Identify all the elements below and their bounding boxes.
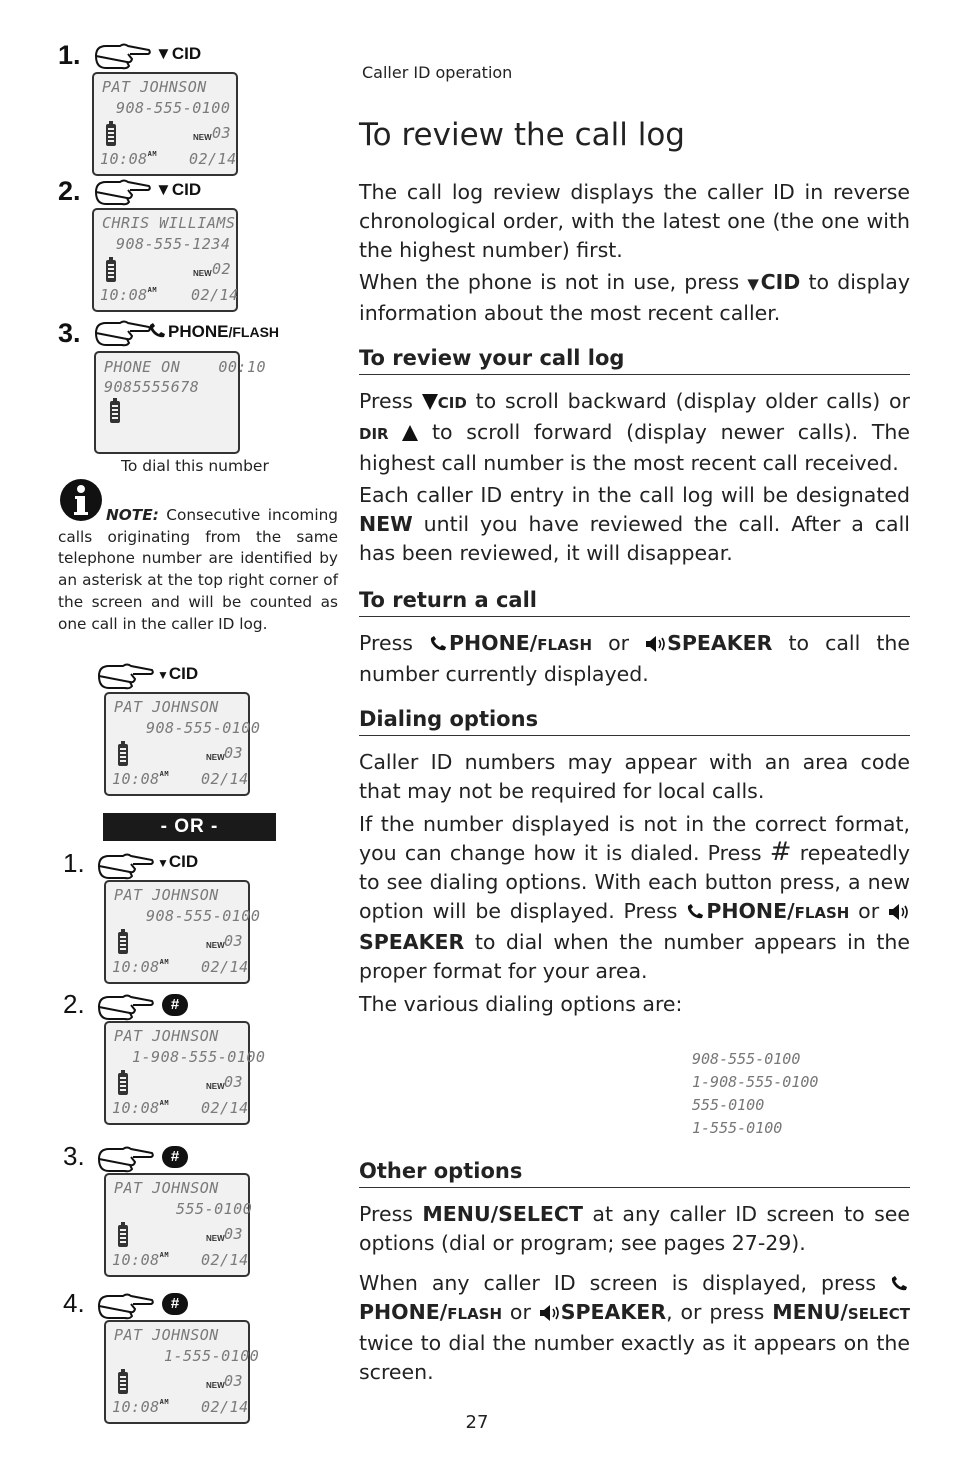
lcd-date: 02/14 bbox=[201, 1099, 249, 1117]
lcd-time: $10:08^{AM}$ bbox=[112, 770, 170, 788]
review-paragraph-1: Press CID to scroll backward (display older calls) or DIR to scroll forward (display newer calls). The highest call number is the most recent call received. bbox=[359, 389, 910, 475]
note-text: NOTE: Consecutive incoming calls originating from the same telephone number are identified by an asterisk at the top right corner of the screen and will be counted as one call in the caller ID log. bbox=[58, 506, 338, 633]
lcd-count: 03 bbox=[224, 744, 244, 762]
lcd-new-label: NEW bbox=[193, 269, 212, 278]
lcd-name: PAT JOHNSON bbox=[114, 886, 219, 904]
heading-return-call: To return a call bbox=[359, 588, 910, 617]
lcd-time: $10:08^{AM}$ bbox=[100, 150, 158, 168]
lcd-screen bbox=[104, 1173, 253, 1277]
speaker-icon bbox=[645, 635, 667, 653]
lcd-count: 02 bbox=[212, 260, 232, 278]
lcd-date: 02/14 bbox=[201, 1251, 249, 1269]
battery-icon bbox=[118, 932, 128, 954]
lcd-count: 03 bbox=[224, 1073, 244, 1091]
lcd-number: 908-555-0100 bbox=[146, 719, 261, 737]
step-3-number: 3. bbox=[58, 318, 81, 348]
dialing-option: 908-555-0100 bbox=[692, 1050, 801, 1068]
lcd-date: 02/14 bbox=[189, 150, 237, 168]
or-divider: - OR - bbox=[103, 813, 276, 841]
dialing-option: 1-555-0100 bbox=[692, 1119, 783, 1137]
lcd-name: PAT JOHNSON bbox=[102, 78, 207, 96]
cid-key-label: ▼CID bbox=[157, 664, 199, 683]
phone-handset-icon bbox=[148, 323, 168, 339]
lcd-number: 908-555-0100 bbox=[146, 907, 261, 925]
speaker-icon bbox=[539, 1304, 561, 1322]
battery-icon bbox=[110, 401, 120, 423]
lcd-count: 03 bbox=[212, 124, 232, 142]
heading-other-options: Other options bbox=[359, 1159, 910, 1188]
heading-dialing-options: Dialing options bbox=[359, 707, 910, 736]
lcd-count: 03 bbox=[224, 932, 244, 950]
lcd-name: CHRIS WILLIAMS bbox=[102, 214, 236, 232]
other-paragraph-1: Press MENU/SELECT at any caller ID screen to see options (dial or program; see pages 27-29). bbox=[359, 1202, 910, 1255]
section-label: Caller ID operation bbox=[362, 63, 513, 82]
pointing-hand-icon bbox=[94, 319, 152, 347]
alt-step-number: 4. bbox=[63, 1288, 85, 1318]
lcd-name: PAT JOHNSON bbox=[114, 1179, 219, 1197]
pound-key-icon: # bbox=[162, 994, 188, 1016]
other-paragraph-2: When any caller ID screen is displayed, press PHONE/FLASH or SPEAKER, or press MENU/SELECT twice to dial the number exactly as it appears on the screen. bbox=[359, 1271, 910, 1384]
lcd-status: PHONE ON 00:10 bbox=[104, 358, 267, 376]
cid-key-label: ▼CID bbox=[157, 852, 199, 871]
lcd-name: PAT JOHNSON bbox=[114, 698, 219, 716]
lcd-date: 02/14 bbox=[201, 770, 249, 788]
dialing-paragraph-3: The various dialing options are: bbox=[359, 992, 683, 1016]
dialing-paragraph-1: Caller ID numbers may appear with an area code that may not be required for local calls. bbox=[359, 750, 910, 803]
pointing-hand-icon bbox=[94, 178, 152, 206]
return-paragraph: Press PHONE/FLASH or SPEAKER to call the number currently displayed. bbox=[359, 631, 910, 686]
battery-icon bbox=[118, 1225, 128, 1247]
battery-icon bbox=[118, 1372, 128, 1394]
lcd-time: $10:08^{AM}$ bbox=[112, 1398, 170, 1416]
phone-handset-icon bbox=[429, 635, 449, 653]
up-arrow-icon bbox=[402, 424, 418, 442]
pound-key-icon: # bbox=[162, 1146, 188, 1168]
lcd-name: PAT JOHNSON bbox=[114, 1326, 219, 1344]
battery-icon bbox=[118, 1073, 128, 1095]
step-1-number: 1. bbox=[58, 40, 81, 70]
pointing-hand-icon bbox=[94, 42, 152, 70]
alt-step-number: 2. bbox=[63, 989, 85, 1019]
lcd-date: 02/14 bbox=[191, 286, 239, 304]
pound-key-icon: # bbox=[162, 1293, 188, 1315]
lcd-time: $10:08^{AM}$ bbox=[112, 958, 170, 976]
cid-key-label: ▼CID bbox=[155, 44, 202, 63]
step-2-number: 2. bbox=[58, 176, 81, 206]
page-title: To review the call log bbox=[359, 117, 685, 153]
cid-key-label: ▼CID bbox=[155, 180, 202, 199]
lcd-screen bbox=[104, 1021, 266, 1125]
lcd-new-label: NEW bbox=[206, 753, 225, 762]
battery-icon bbox=[106, 260, 116, 282]
lcd-screen bbox=[94, 351, 267, 454]
lcd-screen bbox=[104, 880, 261, 984]
phone-flash-key-label: PHONE/FLASH bbox=[148, 322, 279, 342]
lcd-time: $10:08^{AM}$ bbox=[112, 1251, 170, 1269]
speaker-icon bbox=[888, 903, 910, 921]
lcd-screen bbox=[104, 692, 261, 796]
review-paragraph-2: Each caller ID entry in the call log will be designated NEW until you have reviewed the call. After a call has been reviewed, it will disappear. bbox=[359, 483, 910, 565]
dialing-paragraph-2: If the number displayed is not in the correct format, you can change how it is dialed. Press # repeatedly to see dialing options. With each button press, a new option will be displayed. Press PHONE/FLASH or SPEAKER to dial when the number appears in the proper format for your area. bbox=[359, 812, 910, 983]
lcd-screen bbox=[92, 208, 238, 312]
lcd-new-label: NEW bbox=[206, 1381, 225, 1390]
lcd-new-label: NEW bbox=[193, 133, 212, 142]
battery-icon bbox=[106, 124, 116, 146]
pointing-hand-icon bbox=[97, 852, 155, 880]
lcd-new-label: NEW bbox=[206, 941, 225, 950]
page-number: 27 bbox=[465, 1412, 489, 1433]
pointing-hand-icon bbox=[97, 1292, 155, 1320]
lcd-date: 02/14 bbox=[201, 1398, 249, 1416]
alt-step-number: 3. bbox=[63, 1141, 85, 1171]
phone-handset-icon bbox=[890, 1275, 910, 1293]
lcd-number: 908-555-0100 bbox=[116, 99, 231, 117]
lcd-number: 908-555-1234 bbox=[116, 235, 231, 253]
lcd-new-label: NEW bbox=[206, 1082, 225, 1091]
intro-paragraph-2: When the phone is not in use, press ▼CID to display information about the most recent caller. bbox=[359, 270, 910, 325]
lcd-count: 03 bbox=[224, 1225, 244, 1243]
step-3-caption: To dial this number bbox=[121, 457, 269, 475]
dialing-option: 555-0100 bbox=[692, 1096, 765, 1114]
down-arrow-icon bbox=[422, 393, 438, 411]
dialing-option: 1-908-555-0100 bbox=[692, 1073, 819, 1091]
lcd-time: $10:08^{AM}$ bbox=[112, 1099, 170, 1117]
lcd-number: 1-555-0100 bbox=[164, 1347, 260, 1365]
pointing-hand-icon bbox=[97, 1145, 155, 1173]
lcd-number: 1-908-555-0100 bbox=[132, 1048, 266, 1066]
pointing-hand-icon bbox=[97, 993, 155, 1021]
battery-icon bbox=[118, 744, 128, 766]
phone-handset-icon bbox=[686, 903, 706, 921]
lcd-screen bbox=[92, 72, 238, 176]
note-label: NOTE: bbox=[106, 506, 159, 524]
alt-step-number: 1. bbox=[63, 848, 85, 878]
lcd-name: PAT JOHNSON bbox=[114, 1027, 219, 1045]
lcd-number: 555-0100 bbox=[176, 1200, 253, 1218]
lcd-date: 02/14 bbox=[201, 958, 249, 976]
intro-paragraph-1: The call log review displays the caller ID in reverse chronological order, with the latest one (the one with the highest number) first. bbox=[359, 180, 910, 262]
lcd-screen bbox=[104, 1320, 260, 1424]
heading-review-call-log: To review your call log bbox=[359, 346, 910, 375]
pointing-hand-icon bbox=[97, 662, 155, 690]
lcd-new-label: NEW bbox=[206, 1234, 225, 1243]
lcd-time: $10:08^{AM}$ bbox=[100, 286, 158, 304]
lcd-count: 03 bbox=[224, 1372, 244, 1390]
lcd-number: 9085555678 bbox=[104, 378, 200, 396]
